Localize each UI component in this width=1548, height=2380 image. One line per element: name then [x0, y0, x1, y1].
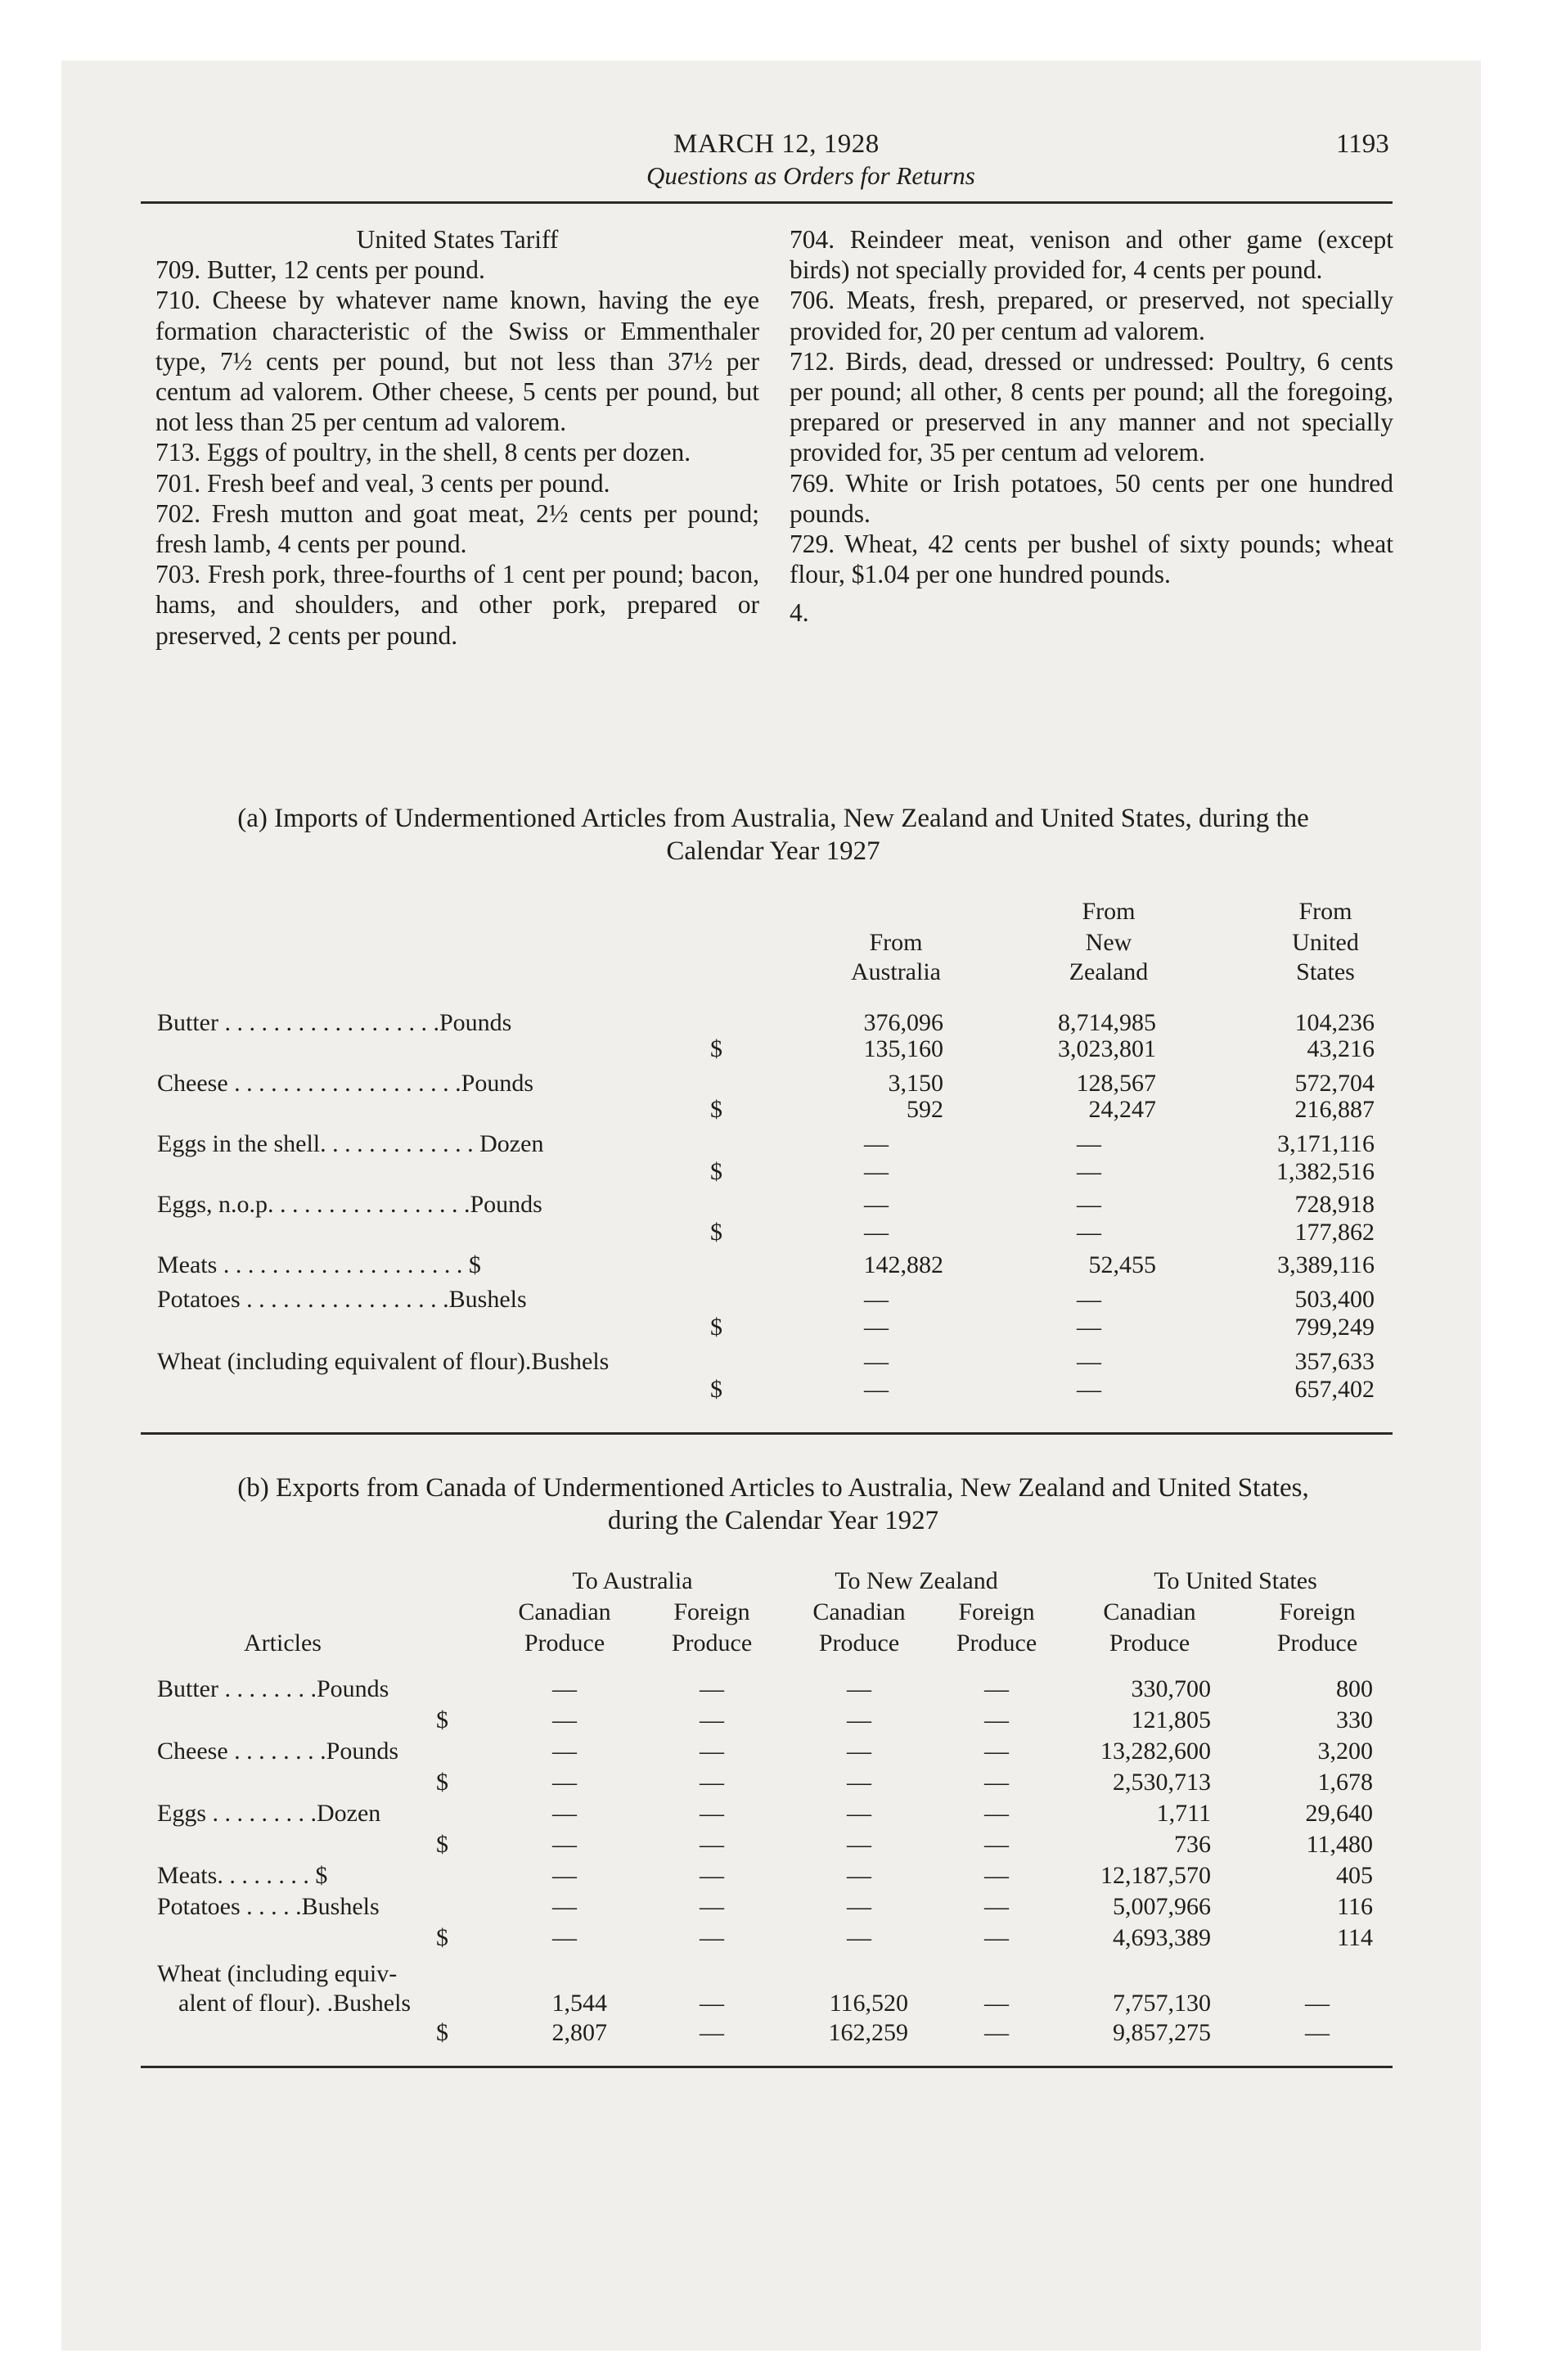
exports-subheader-foreign: Produce [671, 1629, 753, 1657]
exports-cell: — [847, 1924, 871, 1951]
exports-row-label: $ [436, 1706, 448, 1733]
imports-row-label: Cheese . . . . . . . . . . . . . . . . . . .Pounds [157, 1070, 533, 1097]
imports-cell-nz: — [1077, 1376, 1101, 1403]
exports-cell: 800 [1336, 1675, 1373, 1702]
exports-cell: — [552, 1706, 577, 1733]
exports-cell: — [700, 1893, 724, 1920]
exports-cell: — [700, 1831, 724, 1858]
exports-cell: — [984, 1738, 1009, 1765]
imports-row-label: $ [710, 1158, 722, 1185]
exports-row-label: Potatoes . . . . .Bushels [157, 1893, 380, 1920]
imports-cell-nz: — [1077, 1130, 1101, 1157]
exports-subheader-foreign: Produce [956, 1629, 1037, 1657]
imports-header-australia-1: From [869, 929, 923, 956]
exports-subheader-foreign: Foreign [673, 1598, 750, 1625]
exports-cell: 12,187,570 [1100, 1862, 1211, 1889]
exports-row-label: $ [436, 2019, 448, 2046]
imports-header-australia-2: Australia [851, 958, 941, 985]
imports-cell-us: 657,402 [1294, 1376, 1375, 1403]
imports-row-label: Meats . . . . . . . . . . . . . . . . . . . . $ [157, 1251, 481, 1278]
exports-cell: 736 [1174, 1831, 1211, 1858]
exports-cell: — [700, 1862, 724, 1889]
exports-bottom-rule [141, 2066, 1393, 2068]
exports-row-label: $ [436, 1769, 448, 1796]
imports-cell-nz: — [1077, 1158, 1101, 1185]
exports-subheader-canadian: Produce [524, 1629, 605, 1657]
exports-cell: 1,678 [1317, 1769, 1373, 1796]
exports-cell: 5,007,966 [1113, 1893, 1211, 1920]
exports-cell: 330,700 [1131, 1675, 1211, 1702]
exports-cell: 3,200 [1317, 1738, 1373, 1765]
exports-cell: 162,259 [828, 2019, 908, 2046]
paragraph-702: 702. Fresh mutton and goat meat, 2½ cents per pound; fresh lamb, 4 cents per pound. [155, 498, 759, 559]
exports-row-label: $ [436, 1924, 448, 1951]
paragraph-703: 703. Fresh pork, three-fourths of 1 cent per pound; bacon, hams, and shoulders, and other pork, prepared or preserved, 2 cents per pound. [155, 560, 759, 650]
imports-row-label: Eggs in the shell. . . . . . . . . . . . . Dozen [157, 1130, 544, 1157]
exports-cell: — [984, 1831, 1009, 1858]
exports-cell: — [552, 1924, 577, 1951]
imports-caption: (a) Imports of Undermentioned Articles from Australia, New Zealand and United States, during the Calendar Year 1927 [237, 804, 1309, 866]
imports-cell-au: — [864, 1286, 889, 1313]
exports-cell: 116 [1337, 1893, 1373, 1920]
imports-cell-au: — [864, 1348, 889, 1375]
exports-cell: 1,711 [1156, 1800, 1211, 1827]
imports-cell-au: — [864, 1130, 889, 1157]
exports-cell: — [984, 1990, 1009, 2017]
imports-cell-us: 728,918 [1294, 1191, 1375, 1218]
exports-caption: (b) Exports from Canada of Undermentioned Articles to Australia, New Zealand and United States, during the Calendar Year 1927 [237, 1473, 1309, 1535]
imports-cell-us: 177,862 [1294, 1219, 1375, 1246]
imports-cell-au: — [864, 1158, 889, 1185]
imports-cell-nz: 52,455 [1088, 1251, 1156, 1278]
exports-cell: — [847, 1738, 871, 1765]
imports-header-us-3: States [1296, 958, 1355, 985]
exports-cell: — [847, 1893, 871, 1920]
imports-header-nz-2: New [1085, 929, 1132, 956]
imports-cell-nz: 8,714,985 [1058, 1009, 1156, 1036]
exports-cell: — [984, 2019, 1009, 2046]
imports-cell-nz: 24,247 [1088, 1096, 1156, 1123]
exports-cell: — [700, 2019, 724, 2046]
tariff-title: United States Tariff [356, 225, 559, 254]
paragraph-709: 709. Butter, 12 cents per pound. [155, 255, 485, 285]
imports-cell-nz: — [1077, 1348, 1101, 1375]
exports-cell: — [700, 1769, 724, 1796]
imports-cell-us: 572,704 [1294, 1070, 1375, 1097]
exports-subheader-canadian: Produce [818, 1629, 900, 1657]
imports-cell-nz: 3,023,801 [1058, 1035, 1156, 1062]
imports-cell-us: 104,236 [1294, 1009, 1375, 1036]
imports-cell-us: 503,400 [1294, 1286, 1375, 1313]
imports-cell-us: 1,382,516 [1276, 1158, 1375, 1185]
imports-row-label: Butter . . . . . . . . . . . . . . . . . .Pounds [157, 1009, 512, 1036]
imports-row-label: $ [710, 1219, 722, 1246]
exports-cell: — [552, 1831, 577, 1858]
exports-subheader-canadian: Produce [1109, 1629, 1190, 1657]
imports-row-label: Wheat (including equivalent of flour).Bushels [157, 1348, 610, 1375]
exports-row-label: alent of flour). .Bushels [178, 1990, 412, 2017]
imports-cell-au: 3,150 [888, 1070, 943, 1097]
page-date: MARCH 12, 1928 [673, 129, 880, 159]
imports-cell-au: — [864, 1191, 889, 1218]
exports-cell: — [847, 1831, 871, 1858]
page-subtitle: Questions as Orders for Returns [646, 161, 975, 190]
imports-row-label: $ [710, 1314, 722, 1341]
exports-subheader-foreign: Foreign [1279, 1598, 1356, 1625]
imports-row-label: $ [710, 1096, 722, 1123]
exports-cell: — [552, 1800, 577, 1827]
exports-cell: — [700, 1738, 724, 1765]
imports-cell-us: 799,249 [1294, 1314, 1375, 1341]
paragraph-710: 710. Cheese by whatever name known, having the eye formation characteristic of the Swiss or Emmenthaler type, 7½ cents per pound, but not less than 37½ per centum ad valorem. Other cheese, 5 cents per pound, but not less than 25 per centum ad valorem. [155, 286, 759, 437]
exports-row-label: Wheat (including equiv- [157, 1960, 398, 1987]
exports-group-australia: To Australia [572, 1567, 693, 1594]
exports-cell: — [847, 1800, 871, 1827]
exports-cell: 13,282,600 [1100, 1738, 1211, 1765]
imports-cell-nz: — [1077, 1286, 1101, 1313]
imports-cell-us: 3,389,116 [1277, 1251, 1375, 1278]
imports-cell-au: — [864, 1219, 889, 1246]
exports-cell: — [552, 1862, 577, 1889]
header-rule [141, 201, 1393, 204]
exports-cell: — [984, 1924, 1009, 1951]
exports-cell: — [847, 1706, 871, 1733]
imports-cell-au: 142,882 [863, 1251, 943, 1278]
paragraph-701: 701. Fresh beef and veal, 3 cents per pound. [155, 468, 610, 498]
exports-cell: — [1305, 2019, 1330, 2046]
imports-header-nz-3: Zealand [1069, 958, 1149, 985]
exports-cell: 2,530,713 [1113, 1769, 1211, 1796]
imports-row-label: $ [710, 1376, 722, 1403]
exports-cell: — [984, 1862, 1009, 1889]
exports-row-label: Meats. . . . . . . . $ [157, 1862, 328, 1889]
exports-cell: 114 [1337, 1924, 1373, 1951]
exports-subheader-canadian: Canadian [518, 1598, 611, 1625]
imports-row-label: $ [710, 1035, 722, 1062]
section-number: 4. [790, 598, 809, 628]
exports-subheader-foreign: Foreign [958, 1598, 1035, 1625]
exports-cell: — [700, 1800, 724, 1827]
exports-cell: 330 [1336, 1706, 1373, 1733]
imports-cell-us: 357,633 [1294, 1348, 1375, 1375]
paragraph-713: 713. Eggs of poultry, in the shell, 8 cents per dozen. [155, 438, 691, 467]
paragraph-706: 706. Meats, fresh, prepared, or preserved, not specially provided for, 20 per centum ad valorem. [790, 286, 1393, 345]
exports-cell: — [700, 1924, 724, 1951]
imports-cell-nz: 128,567 [1076, 1070, 1156, 1097]
imports-header-us-2: United [1292, 929, 1359, 956]
exports-cell: — [984, 1675, 1009, 1702]
exports-cell: — [700, 1675, 724, 1702]
imports-bottom-rule [141, 1432, 1393, 1435]
exports-cell: 116,520 [829, 1990, 908, 2017]
exports-cell: — [984, 1769, 1009, 1796]
imports-cell-us: 216,887 [1294, 1096, 1375, 1123]
exports-group-us: To United States [1154, 1567, 1317, 1594]
imports-row-label: Eggs, n.o.p. . . . . . . . . . . . . . . . .Pounds [157, 1191, 542, 1218]
exports-row-label: Eggs . . . . . . . . .Dozen [157, 1800, 381, 1827]
imports-cell-au: 135,160 [863, 1035, 943, 1062]
paragraph-769: 769. White or Irish potatoes, 50 cents per one hundred pounds. [790, 468, 1393, 528]
exports-cell: — [847, 1675, 871, 1702]
exports-cell: — [552, 1893, 577, 1920]
exports-cell: 9,857,275 [1113, 2019, 1211, 2046]
exports-cell: 11,480 [1306, 1831, 1373, 1858]
exports-cell: 29,640 [1305, 1800, 1373, 1827]
imports-cell-au: 592 [907, 1096, 943, 1123]
paragraph-729: 729. Wheat, 42 cents per bushel of sixty pounds; wheat flour, $1.04 per one hundred pounds. [790, 530, 1393, 589]
exports-cell: — [552, 1769, 577, 1796]
page-number: 1193 [1336, 129, 1389, 159]
exports-cell: — [552, 1675, 577, 1702]
exports-group-nz: To New Zealand [835, 1567, 998, 1594]
exports-cell: — [552, 1738, 577, 1765]
exports-cell: — [847, 1862, 871, 1889]
imports-cell-nz: — [1077, 1191, 1101, 1218]
exports-cell: 4,693,389 [1113, 1924, 1211, 1951]
exports-cell: — [984, 1706, 1009, 1733]
imports-cell-au: 376,096 [863, 1009, 943, 1036]
exports-cell: 121,805 [1131, 1706, 1211, 1733]
imports-cell-nz: — [1077, 1314, 1101, 1341]
imports-cell-nz: — [1077, 1219, 1101, 1246]
left-column [155, 224, 759, 651]
imports-cell-au: — [864, 1376, 889, 1403]
exports-cell: 7,757,130 [1113, 1990, 1211, 2017]
exports-subheader-foreign: Produce [1276, 1629, 1358, 1657]
exports-cell: 405 [1336, 1862, 1373, 1889]
exports-cell: — [700, 1706, 724, 1733]
exports-articles-header: Articles [244, 1629, 322, 1657]
exports-row-label: $ [436, 1831, 448, 1858]
exports-cell: — [700, 1990, 724, 2017]
exports-subheader-canadian: Canadian [1103, 1598, 1196, 1625]
imports-row-label: Potatoes . . . . . . . . . . . . . . . . .Bushels [157, 1286, 527, 1313]
exports-cell: — [984, 1893, 1009, 1920]
exports-row-label: Butter . . . . . . . .Pounds [157, 1675, 389, 1702]
exports-cell: — [1305, 1990, 1330, 2017]
imports-cell-au: — [864, 1314, 889, 1341]
exports-cell: — [847, 1769, 871, 1796]
exports-cell: — [984, 1800, 1009, 1827]
exports-subheader-canadian: Canadian [812, 1598, 906, 1625]
imports-header-us-1: From [1298, 898, 1352, 925]
imports-cell-us: 3,171,116 [1277, 1130, 1375, 1157]
imports-header-nz-1: From [1082, 898, 1136, 925]
exports-cell: 2,807 [551, 2019, 607, 2046]
paragraph-704: 704. Reindeer meat, venison and other game (except birds) not specially provided for, 4 cents per pound. [790, 225, 1393, 285]
right-column [790, 224, 1393, 629]
exports-row-label: Cheese . . . . . . . .Pounds [157, 1738, 398, 1765]
paragraph-712: 712. Birds, dead, dressed or undressed: Poultry, 6 cents per pound; all other, 8 cents per pound; all the foregoing, prepared or preserved in any manner and not specially provided for, 35 per centum ad velorem. [790, 346, 1393, 467]
exports-cell: 1,544 [551, 1990, 607, 2017]
imports-cell-us: 43,216 [1307, 1035, 1375, 1062]
